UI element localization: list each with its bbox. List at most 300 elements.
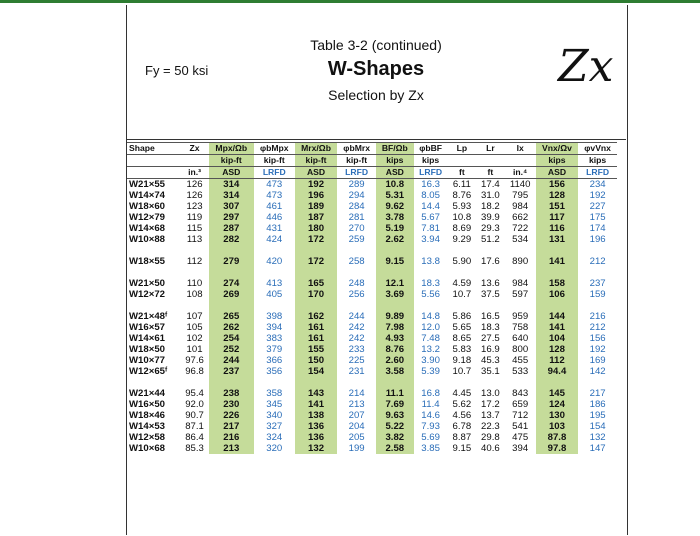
table-row xyxy=(127,366,617,377)
value-cell: 18.2 xyxy=(481,201,500,212)
value-cell: 4.93 xyxy=(376,333,414,344)
shape-cell: W12×72 xyxy=(129,289,165,300)
value-cell: 158 xyxy=(536,278,579,289)
value-cell: 105 xyxy=(186,322,203,333)
value-cell: 116 xyxy=(536,223,579,234)
value-cell: 795 xyxy=(512,190,529,201)
value-cell: 662 xyxy=(512,212,529,223)
value-cell: 533 xyxy=(512,366,529,377)
header-row-methods xyxy=(127,167,617,179)
value-cell: 196 xyxy=(295,190,338,201)
shape-cell: W12×65ᶠ xyxy=(129,366,168,377)
value-cell: 358 xyxy=(266,388,283,399)
value-cell: 8.05 xyxy=(421,190,440,201)
value-cell: 534 xyxy=(512,234,529,245)
value-cell: 110 xyxy=(186,278,203,289)
value-cell: 5.19 xyxy=(376,223,414,234)
selection-table xyxy=(127,142,617,454)
value-cell: 10.8 xyxy=(452,212,472,223)
value-cell: 161 xyxy=(295,333,338,344)
value-cell: 216 xyxy=(209,432,254,443)
value-cell: 3.85 xyxy=(421,443,440,454)
value-cell: 90.7 xyxy=(185,410,204,421)
header-symbol: Lr xyxy=(476,143,505,155)
value-cell: 154 xyxy=(589,421,606,432)
header-method: ASD xyxy=(295,167,338,179)
value-cell: 10.7 xyxy=(452,289,472,300)
table-row xyxy=(127,399,617,410)
value-cell: 843 xyxy=(512,388,529,399)
value-cell: 117 xyxy=(536,212,579,223)
value-cell: 8.76 xyxy=(376,344,414,355)
value-cell: 231 xyxy=(348,366,365,377)
value-cell: 659 xyxy=(512,399,529,410)
value-cell: 233 xyxy=(348,344,365,355)
header-symbol: φbMpx xyxy=(254,143,295,155)
value-cell: 132 xyxy=(295,443,338,454)
value-cell: 192 xyxy=(295,179,338,191)
value-cell: 234 xyxy=(578,179,617,191)
header-symbol: Mrx/Ωb xyxy=(295,143,338,155)
table-row xyxy=(127,388,617,399)
value-cell: 141 xyxy=(536,256,579,267)
value-cell: 225 xyxy=(348,355,365,366)
table-row xyxy=(127,322,617,333)
value-cell: 141 xyxy=(536,322,579,333)
value-cell: 169 xyxy=(589,355,606,366)
header-unit: kips xyxy=(376,155,414,167)
table-body xyxy=(127,179,617,455)
value-cell: 17.4 xyxy=(476,179,505,191)
value-cell: 14.8 xyxy=(421,311,440,322)
header-symbol: φbMrx xyxy=(337,143,376,155)
header-unit: kips xyxy=(578,155,617,167)
value-cell: 237 xyxy=(209,366,254,377)
value-cell: 7.81 xyxy=(421,223,440,234)
value-cell: 136 xyxy=(295,432,338,443)
value-cell: 16.3 xyxy=(414,179,448,191)
value-cell: 282 xyxy=(209,234,254,245)
header-row-symbols xyxy=(127,143,617,155)
value-cell: 5.86 xyxy=(452,311,472,322)
value-cell: 11.4 xyxy=(421,399,440,410)
value-cell: 172 xyxy=(295,234,338,245)
value-cell: 156 xyxy=(536,179,579,191)
value-cell: 424 xyxy=(266,234,283,245)
value-cell: 172 xyxy=(295,256,338,267)
value-cell: 138 xyxy=(295,410,338,421)
value-cell: 17.6 xyxy=(481,256,500,267)
shape-cell: W18×55 xyxy=(129,256,165,267)
value-cell: 2.62 xyxy=(376,234,414,245)
table-subtitle: Selection by Zx xyxy=(328,87,424,103)
table-row xyxy=(127,179,617,191)
value-cell: 5.65 xyxy=(452,322,472,333)
header-method xyxy=(127,167,180,179)
value-cell: 85.3 xyxy=(185,443,204,454)
header-unit: kips xyxy=(536,155,579,167)
value-cell: 265 xyxy=(209,311,254,322)
header-method: LRFD xyxy=(578,167,617,179)
shape-cell: W16×57 xyxy=(129,322,165,333)
shape-cell: W18×60 xyxy=(129,201,165,212)
value-cell: 9.15 xyxy=(376,256,414,267)
table-header-box xyxy=(126,5,626,140)
value-cell: 11.1 xyxy=(376,388,414,399)
header-method: in.⁴ xyxy=(505,167,536,179)
value-cell: 413 xyxy=(266,278,283,289)
value-cell: 131 xyxy=(536,234,579,245)
value-cell: 8.76 xyxy=(452,190,472,201)
value-cell: 212 xyxy=(589,256,606,267)
value-cell: 9.29 xyxy=(452,234,472,245)
table-row xyxy=(127,234,617,245)
value-cell: 5.90 xyxy=(452,256,472,267)
value-cell: 12.1 xyxy=(376,278,414,289)
shape-cell: W21×50 xyxy=(129,278,165,289)
value-cell: 340 xyxy=(266,410,283,421)
value-cell: 18.3 xyxy=(421,278,440,289)
value-cell: 10.8 xyxy=(376,179,414,191)
value-cell: 136 xyxy=(295,421,338,432)
header-unit xyxy=(127,155,180,167)
value-cell: 3.94 xyxy=(421,234,440,245)
value-cell: 3.78 xyxy=(376,212,414,223)
table-row xyxy=(127,410,617,421)
value-cell: 959 xyxy=(512,311,529,322)
value-cell: 45.3 xyxy=(481,355,500,366)
value-cell: 189 xyxy=(295,201,338,212)
value-cell: 7.48 xyxy=(421,333,440,344)
value-cell: 597 xyxy=(512,289,529,300)
value-cell: 461 xyxy=(266,201,283,212)
value-cell: 230 xyxy=(209,399,254,410)
value-cell: 187 xyxy=(295,212,338,223)
value-cell: 130 xyxy=(536,410,579,421)
header-unit: kip-ft xyxy=(254,155,295,167)
value-cell: 5.83 xyxy=(452,344,472,355)
value-cell: 252 xyxy=(209,344,254,355)
yield-strength-label: Fy = 50 ksi xyxy=(145,63,209,78)
value-cell: 35.1 xyxy=(481,366,500,377)
value-cell: 87.1 xyxy=(185,421,204,432)
value-cell: 128 xyxy=(536,190,579,201)
value-cell: 112 xyxy=(186,256,203,267)
header-method: in.³ xyxy=(180,167,209,179)
value-cell: 174 xyxy=(589,223,606,234)
value-cell: 259 xyxy=(348,234,365,245)
value-cell: 162 xyxy=(295,311,338,322)
value-cell: 92.0 xyxy=(185,399,204,410)
value-cell: 5.22 xyxy=(376,421,414,432)
table-row xyxy=(127,289,617,300)
value-cell: 3.58 xyxy=(376,366,414,377)
value-cell: 16.8 xyxy=(421,388,440,399)
value-cell: 103 xyxy=(536,421,579,432)
value-cell: 112 xyxy=(536,355,579,366)
value-cell: 307 xyxy=(209,201,254,212)
value-cell: 4.45 xyxy=(452,388,472,399)
value-cell: 192 xyxy=(589,344,606,355)
value-cell: 3.69 xyxy=(376,289,414,300)
value-cell: 640 xyxy=(512,333,529,344)
header-unit xyxy=(476,155,505,167)
shape-cell: W21×48ᶠ xyxy=(129,311,168,322)
header-symbol: BF/Ωb xyxy=(376,143,414,155)
table-row xyxy=(127,432,617,443)
value-cell: 27.5 xyxy=(481,333,500,344)
value-cell: 150 xyxy=(295,355,338,366)
value-cell: 143 xyxy=(295,388,338,399)
header-symbol: φbBF xyxy=(414,143,448,155)
value-cell: 142 xyxy=(589,366,606,377)
value-cell: 126 xyxy=(186,190,203,201)
value-cell: 192 xyxy=(589,190,606,201)
value-cell: 207 xyxy=(348,410,365,421)
value-cell: 175 xyxy=(589,212,606,223)
value-cell: 213 xyxy=(209,443,254,454)
value-cell: 123 xyxy=(186,201,203,212)
value-cell: 213 xyxy=(348,399,365,410)
value-cell: 119 xyxy=(186,212,203,223)
table-title: W-Shapes xyxy=(327,58,425,80)
value-cell: 196 xyxy=(589,234,606,245)
value-cell: 29.8 xyxy=(481,432,500,443)
value-cell: 51.2 xyxy=(481,234,500,245)
value-cell: 205 xyxy=(348,432,365,443)
value-cell: 141 xyxy=(295,399,338,410)
value-cell: 126 xyxy=(180,179,209,191)
value-cell: 29.3 xyxy=(481,223,500,234)
value-cell: 18.3 xyxy=(481,322,500,333)
header-symbol: Vnx/Ωv xyxy=(536,143,579,155)
value-cell: 758 xyxy=(512,322,529,333)
value-cell: 379 xyxy=(266,344,283,355)
value-cell: 712 xyxy=(512,410,529,421)
header-method: ASD xyxy=(536,167,579,179)
value-cell: 151 xyxy=(536,201,579,212)
value-cell: 17.2 xyxy=(481,399,500,410)
value-cell: 258 xyxy=(348,256,365,267)
value-cell: 279 xyxy=(209,256,254,267)
value-cell: 4.59 xyxy=(452,278,472,289)
table-row xyxy=(127,256,617,267)
value-cell: 159 xyxy=(589,289,606,300)
table-row xyxy=(127,344,617,355)
value-cell: 366 xyxy=(266,355,283,366)
shape-cell: W10×77 xyxy=(129,355,165,366)
table-row xyxy=(127,443,617,454)
header-method: ASD xyxy=(376,167,414,179)
value-cell: 284 xyxy=(348,201,365,212)
table-row xyxy=(127,223,617,234)
value-cell: 394 xyxy=(266,322,283,333)
value-cell: 237 xyxy=(589,278,606,289)
value-cell: 217 xyxy=(589,388,606,399)
header-method: ASD xyxy=(209,167,254,179)
value-cell: 101 xyxy=(186,344,203,355)
value-cell: 3.82 xyxy=(376,432,414,443)
value-cell: 420 xyxy=(266,256,283,267)
shape-cell: W14×68 xyxy=(129,223,165,234)
value-cell: 31.0 xyxy=(481,190,500,201)
value-cell: 128 xyxy=(536,344,579,355)
value-cell: 320 xyxy=(266,443,283,454)
value-cell: 199 xyxy=(348,443,365,454)
value-cell: 226 xyxy=(209,410,254,421)
value-cell: 227 xyxy=(589,201,606,212)
table-row xyxy=(127,212,617,223)
value-cell: 248 xyxy=(348,278,365,289)
value-cell: 13.6 xyxy=(481,278,500,289)
value-cell: 1140 xyxy=(505,179,536,191)
shape-cell: W16×50 xyxy=(129,399,165,410)
value-cell: 984 xyxy=(512,278,529,289)
value-cell: 5.67 xyxy=(421,212,440,223)
value-cell: 22.3 xyxy=(481,421,500,432)
value-cell: 270 xyxy=(348,223,365,234)
header-unit: kip-ft xyxy=(209,155,254,167)
value-cell: 145 xyxy=(536,388,579,399)
header-method: ft xyxy=(476,167,505,179)
value-cell: 5.56 xyxy=(421,289,440,300)
header-symbol: Shape xyxy=(127,143,180,155)
section-symbol: Zx xyxy=(558,41,614,92)
header-symbol: φvVnx xyxy=(578,143,617,155)
group-spacer xyxy=(127,377,617,388)
value-cell: 156 xyxy=(589,333,606,344)
header-method: ft xyxy=(448,167,477,179)
top-accent-line xyxy=(0,0,700,3)
value-cell: 256 xyxy=(348,289,365,300)
shape-cell: W14×53 xyxy=(129,421,165,432)
value-cell: 244 xyxy=(348,311,365,322)
value-cell: 132 xyxy=(589,432,606,443)
header-unit xyxy=(448,155,477,167)
value-cell: 186 xyxy=(589,399,606,410)
value-cell: 108 xyxy=(186,289,203,300)
value-cell: 180 xyxy=(295,223,338,234)
table-number: Table 3-2 (continued) xyxy=(310,37,442,53)
group-spacer xyxy=(127,245,617,256)
value-cell: 5.39 xyxy=(421,366,440,377)
value-cell: 2.60 xyxy=(376,355,414,366)
value-cell: 294 xyxy=(348,190,365,201)
table-row xyxy=(127,421,617,432)
value-cell: 113 xyxy=(186,234,203,245)
value-cell: 324 xyxy=(266,432,283,443)
value-cell: 13.8 xyxy=(421,256,440,267)
shape-cell: W12×79 xyxy=(129,212,165,223)
value-cell: 104 xyxy=(536,333,579,344)
value-cell: 102 xyxy=(186,333,203,344)
value-cell: 6.78 xyxy=(452,421,472,432)
value-cell: 2.58 xyxy=(376,443,414,454)
value-cell: 14.4 xyxy=(421,201,440,212)
value-cell: 398 xyxy=(266,311,283,322)
header-method: LRFD xyxy=(414,167,448,179)
value-cell: 195 xyxy=(589,410,606,421)
value-cell: 4.56 xyxy=(452,410,472,421)
value-cell: 8.65 xyxy=(452,333,472,344)
value-cell: 473 xyxy=(266,190,283,201)
value-cell: 289 xyxy=(337,179,376,191)
value-cell: 40.6 xyxy=(481,443,500,454)
value-cell: 3.90 xyxy=(421,355,440,366)
shape-cell: W18×50 xyxy=(129,344,165,355)
value-cell: 9.89 xyxy=(376,311,414,322)
value-cell: 356 xyxy=(266,366,283,377)
value-cell: 87.8 xyxy=(536,432,579,443)
table-row xyxy=(127,278,617,289)
value-cell: 97.6 xyxy=(185,355,204,366)
value-cell: 7.69 xyxy=(376,399,414,410)
value-cell: 5.62 xyxy=(452,399,472,410)
value-cell: 541 xyxy=(512,421,529,432)
shape-cell: W14×61 xyxy=(129,333,165,344)
header-row-units xyxy=(127,155,617,167)
value-cell: 97.8 xyxy=(536,443,579,454)
value-cell: 94.4 xyxy=(536,366,579,377)
table-row xyxy=(127,190,617,201)
value-cell: 262 xyxy=(209,322,254,333)
value-cell: 327 xyxy=(266,421,283,432)
value-cell: 446 xyxy=(266,212,283,223)
value-cell: 124 xyxy=(536,399,579,410)
value-cell: 7.98 xyxy=(376,322,414,333)
header-symbol: Zx xyxy=(180,143,209,155)
value-cell: 6.11 xyxy=(448,179,477,191)
value-cell: 9.18 xyxy=(452,355,472,366)
value-cell: 242 xyxy=(348,333,365,344)
value-cell: 170 xyxy=(295,289,338,300)
value-cell: 147 xyxy=(589,443,606,454)
value-cell: 314 xyxy=(209,179,254,191)
value-cell: 9.62 xyxy=(376,201,414,212)
value-cell: 8.87 xyxy=(452,432,472,443)
value-cell: 95.4 xyxy=(185,388,204,399)
value-cell: 16.9 xyxy=(481,344,500,355)
table-row xyxy=(127,355,617,366)
value-cell: 475 xyxy=(512,432,529,443)
value-cell: 9.15 xyxy=(452,443,472,454)
value-cell: 217 xyxy=(209,421,254,432)
header-method: LRFD xyxy=(254,167,295,179)
value-cell: 204 xyxy=(348,421,365,432)
value-cell: 165 xyxy=(295,278,338,289)
value-cell: 144 xyxy=(536,311,579,322)
value-cell: 473 xyxy=(254,179,295,191)
header-symbol: Mpx/Ωb xyxy=(209,143,254,155)
value-cell: 244 xyxy=(209,355,254,366)
value-cell: 7.93 xyxy=(421,421,440,432)
value-cell: 216 xyxy=(589,311,606,322)
value-cell: 37.5 xyxy=(481,289,500,300)
value-cell: 86.4 xyxy=(185,432,204,443)
value-cell: 984 xyxy=(512,201,529,212)
header-unit: kips xyxy=(414,155,448,167)
value-cell: 431 xyxy=(266,223,283,234)
group-spacer xyxy=(127,267,617,278)
table-row xyxy=(127,333,617,344)
table-row xyxy=(127,201,617,212)
header-method: LRFD xyxy=(337,167,376,179)
value-cell: 107 xyxy=(186,311,203,322)
value-cell: 274 xyxy=(209,278,254,289)
shape-cell: W10×68 xyxy=(129,443,165,454)
value-cell: 13.2 xyxy=(421,344,440,355)
value-cell: 405 xyxy=(266,289,283,300)
